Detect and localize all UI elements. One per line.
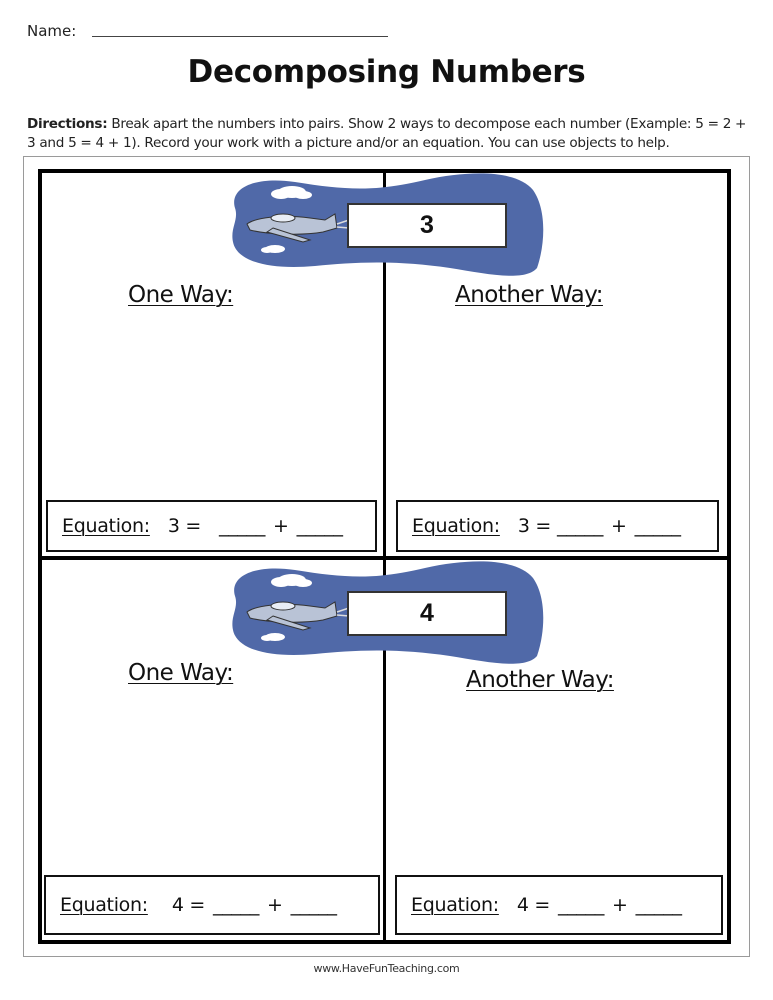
- name-input-line[interactable]: [92, 36, 388, 37]
- directions-label: Directions:: [27, 116, 108, 132]
- number-banner-2: [225, 558, 545, 668]
- equation-box-1b[interactable]: [396, 500, 719, 552]
- number-banner-1: [225, 170, 545, 280]
- another-way-heading-1: Another Way:: [455, 282, 603, 308]
- equation-label: Equation:: [412, 515, 500, 537]
- equation-label: Equation:: [60, 894, 148, 916]
- equation-label: Equation:: [411, 894, 499, 916]
- blank-2[interactable]: _____: [634, 515, 681, 537]
- target-number: 4: [347, 591, 507, 636]
- equation-box-2b[interactable]: [395, 875, 723, 935]
- name-label: Name:: [27, 22, 77, 40]
- equation-lhs: 3 =: [517, 515, 552, 537]
- blank-2[interactable]: _____: [296, 515, 343, 537]
- equation-label: Equation:: [62, 515, 150, 537]
- footer-website: www.HaveFunTeaching.com: [313, 962, 460, 975]
- blank-2[interactable]: _____: [290, 894, 337, 916]
- equation-lhs: 4 =: [516, 894, 551, 916]
- blank-2[interactable]: _____: [635, 894, 682, 916]
- target-number: 3: [347, 203, 507, 248]
- name-row: [27, 22, 388, 40]
- directions: [27, 115, 752, 153]
- equation-lhs: 3 =: [167, 515, 202, 537]
- plus-sign: +: [612, 894, 628, 916]
- one-way-heading-1: One Way:: [128, 282, 234, 308]
- blank-1[interactable]: _____: [213, 894, 260, 916]
- plus-sign: +: [267, 894, 283, 916]
- another-way-heading-2: Another Way:: [466, 667, 614, 693]
- plus-sign: +: [611, 515, 627, 537]
- directions-text: Break apart the numbers into pairs. Show 2 ways to decompose each number (Example: 5 = 2 + 3 and 5 = 4 + 1). Record your work with a picture and/or an equation. You can use objects to help.: [27, 116, 747, 151]
- plus-sign: +: [273, 515, 289, 537]
- blank-1[interactable]: _____: [558, 894, 605, 916]
- blank-1[interactable]: _____: [557, 515, 604, 537]
- equation-box-1a[interactable]: [46, 500, 377, 552]
- equation-box-2a[interactable]: [44, 875, 380, 935]
- blank-1[interactable]: _____: [219, 515, 266, 537]
- page-title: Decomposing Numbers: [187, 54, 586, 90]
- one-way-heading-2: One Way:: [128, 660, 234, 686]
- equation-lhs: 4 =: [171, 894, 206, 916]
